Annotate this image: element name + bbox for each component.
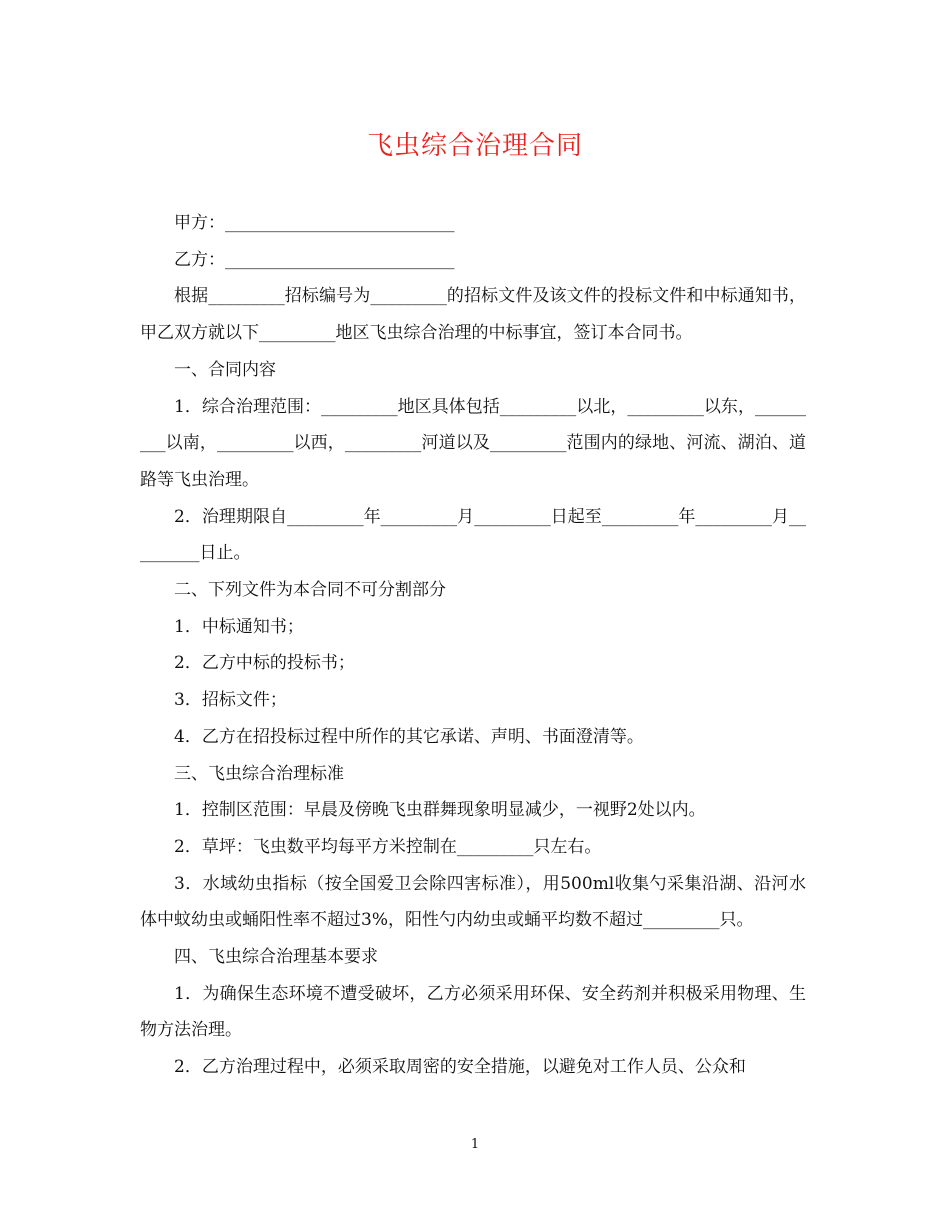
clause-1-2: 2．治理期限自_________年_________月_________日起至_________年_________月_________日止。: [140, 506, 806, 564]
clause-3-2: 2．草坪：飞虫数平均每平方米控制在_________只左右。: [174, 836, 602, 857]
clause-2-3: 3．招标文件；: [174, 690, 287, 711]
section-heading-4: 四、飞虫综合治理基本要求: [174, 947, 378, 968]
clause-2-1: 1．中标通知书；: [174, 616, 304, 637]
section-heading-1: 一、合同内容: [174, 359, 276, 380]
clause-2-4: 4．乙方在招投标过程中所作的其它承诺、声明、书面澄清等。: [174, 726, 644, 747]
clause-3-3: 3．水域幼虫指标（按全国爱卫会除四害标准），用500ml收集勺采集沿湖、沿河水体中蚊幼虫或蛹阳性率不超过3%，阳性勺内幼虫或蛹平均数不超过_________只。: [140, 873, 806, 931]
clause-3-1: 1．控制区范围：早晨及傍晚飞虫群舞现象明显减少，一视野2处以内。: [174, 800, 706, 821]
clause-4-1: 1．为确保生态环境不遭受破坏，乙方必须采用环保、安全药剂并积极采用物理、生物方法治理。: [140, 983, 806, 1041]
preamble-paragraph: 根据_________招标编号为_________的招标文件及该文件的投标文件和中标通知书，甲乙双方就以下_________地区飞虫综合治理的中标事宜，签订本合同书。: [140, 286, 806, 344]
document-body: [140, 205, 806, 1086]
party-b-line: 乙方：___________________________: [174, 249, 455, 270]
section-heading-3: 三、飞虫综合治理标准: [174, 763, 344, 784]
section-heading-2: 二、下列文件为本合同不可分割部分: [174, 580, 446, 601]
clause-1-1: 1．综合治理范围：_________地区具体包括_________以北，_________以东，_________以南，_________以西，_________河道以及_________范围内的绿地、河流、湖泊、道路等飞虫治理。: [140, 396, 806, 490]
party-a-line: 甲方：___________________________: [174, 213, 455, 233]
clause-2-2: 2．乙方中标的投标书；: [174, 653, 355, 674]
clause-4-2: 2．乙方治理过程中，必须采取周密的安全措施，以避免对工作人员、公众和: [174, 1057, 746, 1078]
document-title: 飞虫综合治理合同: [366, 131, 583, 161]
page-number: 1: [470, 1137, 480, 1152]
